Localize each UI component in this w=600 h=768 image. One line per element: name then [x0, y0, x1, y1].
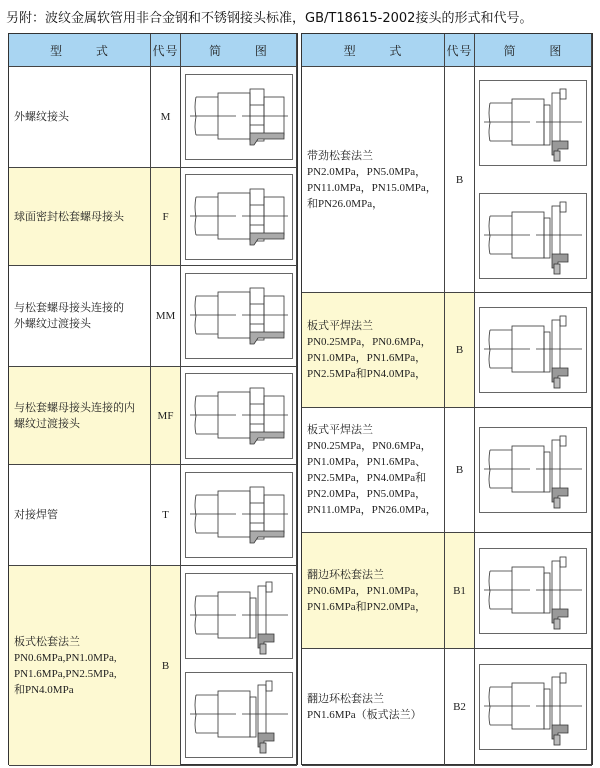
right-row-1-type: 板式平焊法兰 PN0.25MPa，PN0.6MPa， PN1.0MPa，PN1.6MPa， PN2.5MPa和PN4.0MPa，	[302, 293, 445, 408]
left-row-0-code: M	[151, 67, 181, 168]
flange-drawing	[185, 573, 293, 659]
left-row-3-diagram	[181, 367, 297, 465]
right-row-2-diagram	[475, 408, 592, 533]
butt-weld-pipe-drawing	[185, 472, 293, 558]
male-thread-fitting-drawing	[185, 74, 293, 160]
left-row-3-type: 与松套螺母接头连接的内 螺纹过渡接头	[9, 367, 151, 465]
left-row-5-diagram	[181, 566, 297, 766]
right-header-code: 代号	[445, 34, 475, 67]
left-row-3-code: MF	[151, 367, 181, 465]
left-row-2-type: 与松套螺母接头连接的 外螺纹过渡接头	[9, 266, 151, 367]
left-header-diagram: 简 图	[181, 34, 297, 67]
left-row-0-diagram	[181, 67, 297, 168]
page-title: 另附：波纹金属软管用非合金钢和不锈钢接头标准，GB/T18615-2002接头的形式和代号。	[6, 11, 533, 26]
left-row-4-diagram	[181, 465, 297, 566]
left-row-5-type: 板式松套法兰 PN0.6MPa,PN1.0MPa, PN1.6MPa,PN2.5MPa, 和PN4.0MPa	[9, 566, 151, 766]
left-row-1-diagram	[181, 168, 297, 266]
right-row-3-code: B1	[445, 533, 475, 649]
right-row-1-diagram	[475, 293, 592, 408]
right-row-4-diagram	[475, 649, 592, 766]
left-row-0-type: 外螺纹接头	[9, 67, 151, 168]
flange-drawing	[479, 307, 587, 393]
right-row-3-diagram	[475, 533, 592, 649]
left-row-1-type: 球面密封松套螺母接头	[9, 168, 151, 266]
right-row-1-code: B	[445, 293, 475, 408]
right-row-3-type: 翻边环松套法兰 PN0.6MPa，PN1.0MPa， PN1.6MPa和PN2.0MPa，	[302, 533, 445, 649]
spherical-seal-nut-fitting-drawing	[185, 174, 293, 260]
right-row-2-type: 板式平焊法兰 PN0.25MPa，PN0.6MPa， PN1.0MPa，PN1.6MPa、 PN2.5MPa，PN4.0MPa和 PN2.0MPa，PN5.0MPa， PN11.0MPa，PN26.0MPa，	[302, 408, 445, 533]
right-header-type: 型 式	[302, 34, 445, 67]
left-header-code: 代号	[151, 34, 181, 67]
left-row-4-code: T	[151, 465, 181, 566]
right-row-4-code: B2	[445, 649, 475, 766]
right-row-2-code: B	[445, 408, 475, 533]
flange-drawing	[185, 672, 293, 758]
flange-drawing	[479, 427, 587, 513]
flange-drawing	[479, 664, 587, 750]
right-row-0-code: B	[445, 67, 475, 293]
right-header-diagram: 简 图	[475, 34, 592, 67]
left-header-type: 型 式	[9, 34, 151, 67]
right-row-4-type: 翻边环松套法兰 PN1.6MPa（板式法兰）	[302, 649, 445, 766]
left-row-2-diagram	[181, 266, 297, 367]
left-row-5-code: B	[151, 566, 181, 766]
flange-drawing	[479, 80, 587, 166]
right-row-0-type: 带劲松套法兰 PN2.0MPa，PN5.0MPa， PN11.0MPa，PN15.0MPa， 和PN26.0MPa，	[302, 67, 445, 293]
table-divider	[297, 33, 302, 765]
female-thread-adapter-drawing	[185, 373, 293, 459]
left-row-1-code: F	[151, 168, 181, 266]
male-thread-adapter-drawing	[185, 273, 293, 359]
flange-drawing	[479, 548, 587, 634]
left-row-4-type: 对接焊管	[9, 465, 151, 566]
right-row-0-diagram	[475, 67, 592, 293]
flange-drawing	[479, 193, 587, 279]
left-row-2-code: MM	[151, 266, 181, 367]
